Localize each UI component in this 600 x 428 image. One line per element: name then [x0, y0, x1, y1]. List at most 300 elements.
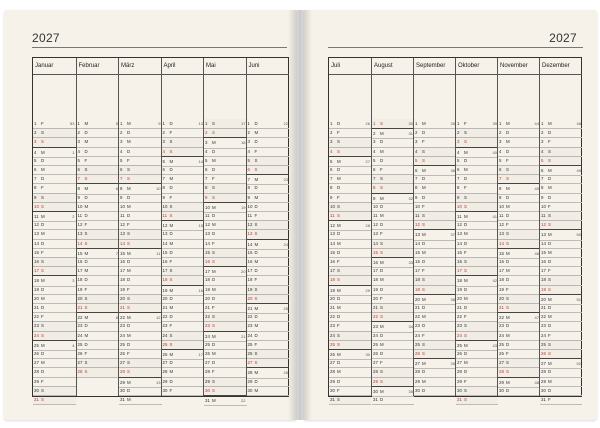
day-number: 16: [415, 259, 420, 264]
day-number: 7: [120, 176, 123, 182]
weekday-letter: S: [464, 130, 467, 136]
day-number: 6: [541, 168, 544, 173]
weekday-letter: S: [127, 305, 130, 310]
calendar-grid-left: [32, 57, 289, 403]
day-number: 2: [415, 130, 418, 136]
day-number: 30: [205, 387, 210, 393]
weekday-letter: S: [169, 139, 173, 145]
day-number: 31: [120, 397, 125, 402]
weekday-letter: D: [464, 157, 468, 163]
weekday-letter: F: [548, 397, 551, 402]
weekday-letter: S: [464, 194, 467, 200]
weekday-letter: F: [84, 351, 88, 356]
day-number: 29: [205, 378, 210, 384]
day-number: 17: [205, 269, 210, 275]
weekday-letter: D: [127, 323, 131, 329]
week-number: 3: [72, 278, 75, 284]
day-number: 20: [457, 295, 462, 301]
weekday-letter: D: [84, 213, 88, 218]
weekday-letter: M: [506, 121, 510, 126]
week-number: 51: [576, 296, 581, 302]
day-number: 26: [330, 352, 335, 357]
week-number: 7: [115, 250, 118, 256]
day-number: 22: [34, 314, 39, 320]
weekday-letter: D: [548, 259, 552, 264]
day-number: 14: [541, 240, 546, 246]
week-number: 36: [450, 168, 455, 173]
day-number: 20: [499, 295, 504, 301]
weekday-letter: S: [464, 397, 467, 402]
weekday-letter: S: [84, 305, 88, 310]
weekday-letter: S: [422, 148, 425, 154]
day-number: 9: [77, 194, 80, 200]
day-row: [456, 395, 498, 405]
month-column: [539, 58, 582, 402]
weekday-letter: F: [464, 314, 467, 320]
day-number: 8: [330, 185, 333, 191]
weekday-letter: S: [548, 148, 551, 154]
weekday-letter: D: [212, 341, 216, 347]
weekday-letter: D: [127, 277, 131, 283]
week-number: 32: [408, 195, 413, 201]
weekday-letter: D: [422, 305, 426, 310]
day-number: 26: [205, 351, 210, 356]
day-number: 5: [457, 157, 460, 163]
weekday-letter: M: [84, 139, 89, 145]
weekday-letter: D: [337, 314, 341, 320]
day-number: 16: [247, 259, 253, 264]
weekday-letter: M: [506, 250, 510, 256]
day-number: 30: [330, 387, 335, 393]
day-number: 11: [541, 213, 546, 218]
weekday-letter: S: [127, 295, 130, 301]
day-number: 31: [541, 397, 546, 402]
weekday-letter: S: [464, 203, 467, 209]
weekday-letter: M: [464, 360, 468, 366]
day-number: 14: [162, 240, 168, 246]
week-number: 8: [115, 315, 118, 321]
day-number: 29: [247, 378, 253, 384]
weekday-letter: S: [380, 314, 383, 320]
day-number: 3: [77, 139, 80, 145]
day-number: 8: [162, 185, 165, 191]
weekday-letter: M: [464, 295, 468, 301]
day-number: 22: [415, 314, 420, 320]
weekday-letter: D: [41, 176, 45, 182]
day-number: 29: [330, 378, 335, 384]
weekday-letter: M: [548, 378, 552, 384]
day-number: 5: [415, 157, 418, 163]
weekday-letter: F: [380, 360, 383, 366]
day-number: 13: [77, 231, 83, 237]
day-number: 8: [457, 185, 460, 191]
day-number: 13: [247, 231, 253, 237]
day-number: 1: [499, 121, 502, 126]
weekday-letter: F: [169, 194, 173, 200]
weekday-letter: M: [127, 397, 131, 402]
weekday-letter: M: [169, 305, 174, 310]
day-number: 13: [457, 231, 462, 237]
weekday-letter: D: [41, 222, 45, 228]
weekday-letter: M: [254, 323, 259, 329]
day-number: 22: [457, 314, 462, 320]
week-number: 18: [241, 140, 246, 146]
day-number: 24: [247, 332, 253, 338]
weekday-letter: M: [127, 186, 131, 192]
weekday-letter: M: [212, 140, 216, 146]
month-column: [33, 58, 76, 402]
day-number: 13: [499, 231, 504, 237]
day-number: 2: [541, 130, 544, 136]
day-number: 6: [457, 167, 460, 172]
day-number: 2: [457, 130, 460, 136]
day-number: 14: [205, 240, 210, 246]
weekday-letter: D: [212, 167, 216, 172]
weekday-letter: D: [506, 323, 510, 329]
weekday-letter: S: [548, 351, 551, 356]
weekday-letter: D: [506, 148, 510, 154]
weekday-letter: D: [506, 213, 510, 218]
week-number: 28: [365, 223, 370, 229]
day-number: 10: [77, 203, 83, 209]
weekday-letter: D: [254, 332, 258, 338]
day-number: 25: [34, 342, 39, 348]
day-number: 30: [415, 387, 420, 393]
left-page: [4, 10, 296, 420]
weekday-letter: D: [380, 139, 384, 145]
weekday-letter: S: [169, 268, 173, 274]
day-number: 15: [205, 249, 210, 255]
day-row: [204, 395, 247, 406]
day-number: 18: [457, 278, 462, 284]
day-row: [33, 395, 76, 405]
day-number: 3: [415, 139, 418, 145]
weekday-letter: S: [506, 231, 509, 237]
weekday-letter: F: [254, 341, 258, 347]
weekday-letter: M: [506, 268, 510, 274]
weekday-letter: S: [254, 167, 258, 172]
day-number: 9: [373, 195, 376, 201]
day-number: 12: [247, 222, 253, 228]
day-number: 20: [415, 296, 420, 302]
day-number: 10: [373, 203, 378, 209]
day-number: 9: [330, 194, 333, 200]
weekday-letter: S: [169, 332, 173, 338]
weekday-letter: S: [464, 268, 467, 274]
day-number: 6: [120, 167, 123, 172]
weekday-letter: M: [506, 203, 510, 209]
day-number: 2: [499, 130, 502, 136]
week-number: 43: [492, 342, 497, 348]
weekday-letter: F: [254, 148, 258, 154]
day-number: 9: [457, 194, 460, 200]
day-number: 1: [247, 121, 250, 126]
weekday-letter: S: [380, 240, 383, 246]
weekday-letter: S: [548, 277, 551, 283]
day-number: 2: [205, 130, 208, 136]
weekday-letter: S: [212, 314, 215, 320]
day-number: 30: [541, 387, 546, 393]
week-number: 34: [408, 324, 413, 330]
month-column: [455, 58, 498, 402]
day-number: 28: [373, 369, 378, 375]
day-number: 4: [120, 148, 123, 154]
day-number: 15: [77, 250, 83, 256]
day-number: 2: [247, 130, 250, 136]
weekday-letter: S: [212, 259, 215, 264]
day-number: 20: [120, 295, 125, 301]
day-number: 23: [77, 323, 83, 329]
day-number: 26: [77, 351, 83, 356]
weekday-letter: M: [422, 378, 426, 384]
day-number: 28: [77, 369, 83, 375]
weekday-letter: S: [41, 397, 44, 402]
week-number: 39: [492, 121, 497, 126]
day-number: 28: [162, 369, 168, 375]
day-row: [498, 386, 540, 396]
weekday-letter: S: [254, 157, 258, 163]
day-number: 31: [330, 397, 335, 402]
day-number: 7: [541, 176, 544, 182]
weekday-letter: M: [380, 213, 384, 218]
weekday-letter: M: [548, 168, 552, 173]
weekday-letter: M: [506, 186, 510, 192]
weekday-letter: F: [548, 268, 551, 274]
day-number: 24: [541, 332, 546, 338]
day-number: 25: [373, 341, 378, 347]
day-number: 7: [415, 176, 418, 182]
day-number: 15: [120, 250, 125, 256]
day-number: 24: [499, 332, 504, 338]
weekday-letter: M: [254, 370, 259, 376]
weekday-letter: M: [127, 379, 131, 385]
weekday-letter: D: [41, 157, 45, 163]
day-number: 29: [457, 378, 462, 384]
weekday-letter: M: [169, 240, 174, 246]
day-number: 1: [77, 121, 80, 126]
weekday-letter: D: [41, 240, 45, 246]
weekday-letter: D: [212, 148, 216, 154]
day-number: 13: [330, 231, 335, 237]
day-number: 15: [415, 249, 420, 255]
day-number: 16: [77, 259, 83, 264]
day-number: 17: [247, 268, 253, 274]
weekday-letter: D: [464, 222, 468, 228]
day-number: 24: [205, 333, 210, 339]
weekday-letter: S: [84, 295, 88, 301]
day-number: 13: [415, 232, 420, 238]
weekday-letter: F: [464, 185, 467, 191]
day-number: 7: [457, 176, 460, 182]
day-number: 16: [499, 259, 504, 264]
weekday-letter: D: [422, 176, 426, 182]
weekday-letter: M: [422, 232, 426, 238]
day-number: 7: [34, 176, 37, 182]
day-number: 1: [415, 121, 418, 126]
weekday-letter: M: [127, 139, 131, 145]
weekday-letter: F: [548, 203, 551, 209]
weekday-letter: D: [84, 341, 88, 347]
day-number: 19: [373, 286, 378, 292]
day-number: 23: [499, 323, 504, 329]
day-number: 4: [77, 148, 80, 154]
weekday-letter: S: [464, 332, 467, 338]
weekday-letter: M: [254, 241, 259, 247]
weekday-letter: S: [337, 277, 340, 283]
day-number: 28: [247, 370, 253, 376]
day-number: 2: [34, 130, 37, 136]
weekday-letter: F: [212, 240, 215, 246]
weekday-letter: M: [84, 268, 89, 274]
day-number: 24: [162, 332, 168, 338]
day-number: 30: [373, 388, 378, 394]
day-number: 16: [373, 260, 378, 265]
weekday-letter: D: [337, 121, 341, 126]
day-number: 18: [541, 277, 546, 283]
weekday-letter: F: [337, 194, 340, 200]
weekday-letter: M: [127, 315, 131, 321]
weekday-letter: M: [548, 232, 552, 238]
day-number: 24: [373, 332, 378, 338]
weekday-letter: D: [548, 387, 552, 393]
day-number: 22: [247, 314, 253, 320]
weekday-letter: S: [127, 231, 130, 237]
weekday-letter: M: [254, 194, 259, 200]
day-number: 5: [247, 157, 250, 163]
weekday-letter: M: [84, 186, 89, 192]
weekday-letter: M: [41, 295, 45, 301]
weekday-letter: F: [337, 323, 340, 329]
weekday-letter: F: [41, 121, 44, 126]
weekday-letter: M: [41, 278, 45, 284]
day-number: 11: [415, 213, 420, 218]
month-column: [203, 58, 247, 403]
weekday-letter: M: [380, 260, 384, 265]
day-number: 19: [415, 286, 420, 292]
weekday-letter: F: [422, 332, 425, 338]
day-number: 25: [205, 341, 210, 347]
day-number: 17: [415, 268, 420, 274]
weekday-letter: S: [380, 249, 383, 255]
day-number: 16: [162, 259, 168, 264]
day-number: 21: [373, 305, 378, 310]
weekday-letter: M: [422, 296, 426, 302]
weekday-letter: D: [337, 295, 341, 301]
weekday-letter: F: [337, 387, 340, 393]
weekday-letter: D: [548, 130, 552, 136]
weekday-letter: D: [464, 369, 468, 375]
day-number: 22: [499, 315, 504, 321]
weekday-letter: M: [169, 158, 174, 164]
weekday-letter: D: [548, 369, 552, 375]
weekday-letter: S: [422, 286, 425, 292]
day-number: 3: [330, 139, 333, 145]
day-number: 26: [499, 351, 504, 356]
weekday-letter: M: [212, 204, 216, 210]
day-number: 9: [162, 194, 165, 200]
weekday-letter: M: [422, 361, 426, 367]
weekday-letter: F: [169, 130, 173, 136]
right-page: [304, 10, 597, 420]
weekday-letter: D: [380, 286, 384, 292]
day-number: 25: [247, 341, 253, 347]
day-number: 7: [373, 176, 376, 182]
weekday-letter: S: [127, 369, 130, 375]
weekday-letter: S: [422, 351, 425, 356]
day-number: 10: [330, 203, 335, 209]
weekday-letter: D: [337, 360, 341, 366]
day-number: 28: [499, 369, 504, 375]
weekday-letter: S: [84, 176, 88, 182]
day-number: 17: [373, 268, 378, 274]
weekday-letter: S: [422, 222, 425, 228]
day-number: 19: [162, 287, 168, 293]
day-number: 12: [541, 222, 546, 228]
month-header: Oktober: [456, 58, 498, 75]
weekday-letter: D: [127, 148, 131, 154]
day-number: 30: [120, 387, 125, 393]
weekday-letter: S: [212, 249, 215, 255]
day-number: 31: [373, 397, 378, 402]
weekday-letter: S: [506, 295, 509, 301]
weekday-letter: S: [380, 305, 383, 310]
weekday-letter: D: [548, 194, 552, 200]
week-number: 2: [72, 214, 75, 219]
day-number: 14: [34, 240, 39, 246]
day-number: 7: [205, 176, 208, 182]
day-number: 8: [247, 185, 250, 191]
weekday-letter: S: [212, 323, 215, 329]
weekday-letter: D: [422, 323, 426, 329]
day-number: 27: [205, 360, 210, 366]
week-number: 11: [156, 250, 161, 256]
weekday-letter: M: [212, 269, 216, 275]
weekday-letter: S: [422, 277, 425, 283]
day-number: 9: [120, 194, 123, 200]
day-number: 9: [541, 194, 544, 200]
weekday-letter: S: [41, 130, 44, 136]
week-number: 20: [241, 269, 246, 275]
weekday-letter: F: [127, 157, 130, 163]
weekday-letter: S: [169, 213, 173, 218]
weekday-letter: S: [506, 167, 509, 172]
weekday-letter: S: [380, 185, 383, 191]
day-number: 22: [162, 314, 168, 320]
month-header: Januar: [33, 58, 76, 75]
day-number: 10: [499, 203, 504, 209]
day-number: 15: [499, 250, 504, 256]
week-number: 25: [283, 306, 288, 311]
day-number: 3: [205, 140, 208, 146]
day-number: 1: [162, 121, 165, 126]
day-number: 31: [34, 397, 39, 402]
weekday-letter: F: [506, 222, 509, 228]
weekday-letter: S: [41, 203, 44, 209]
day-number: 18: [499, 277, 504, 283]
month-column: [371, 58, 414, 402]
weekday-letter: M: [212, 157, 216, 163]
day-number: 11: [330, 213, 335, 218]
day-number: 13: [205, 231, 210, 237]
day-row: [247, 386, 290, 396]
weekday-letter: M: [548, 185, 552, 191]
day-number: 31: [205, 398, 210, 403]
day-number: 29: [120, 379, 125, 385]
day-number: 12: [162, 223, 168, 229]
week-number: 35: [408, 388, 413, 394]
weekday-letter: M: [380, 277, 384, 283]
weekday-letter: D: [127, 341, 131, 347]
